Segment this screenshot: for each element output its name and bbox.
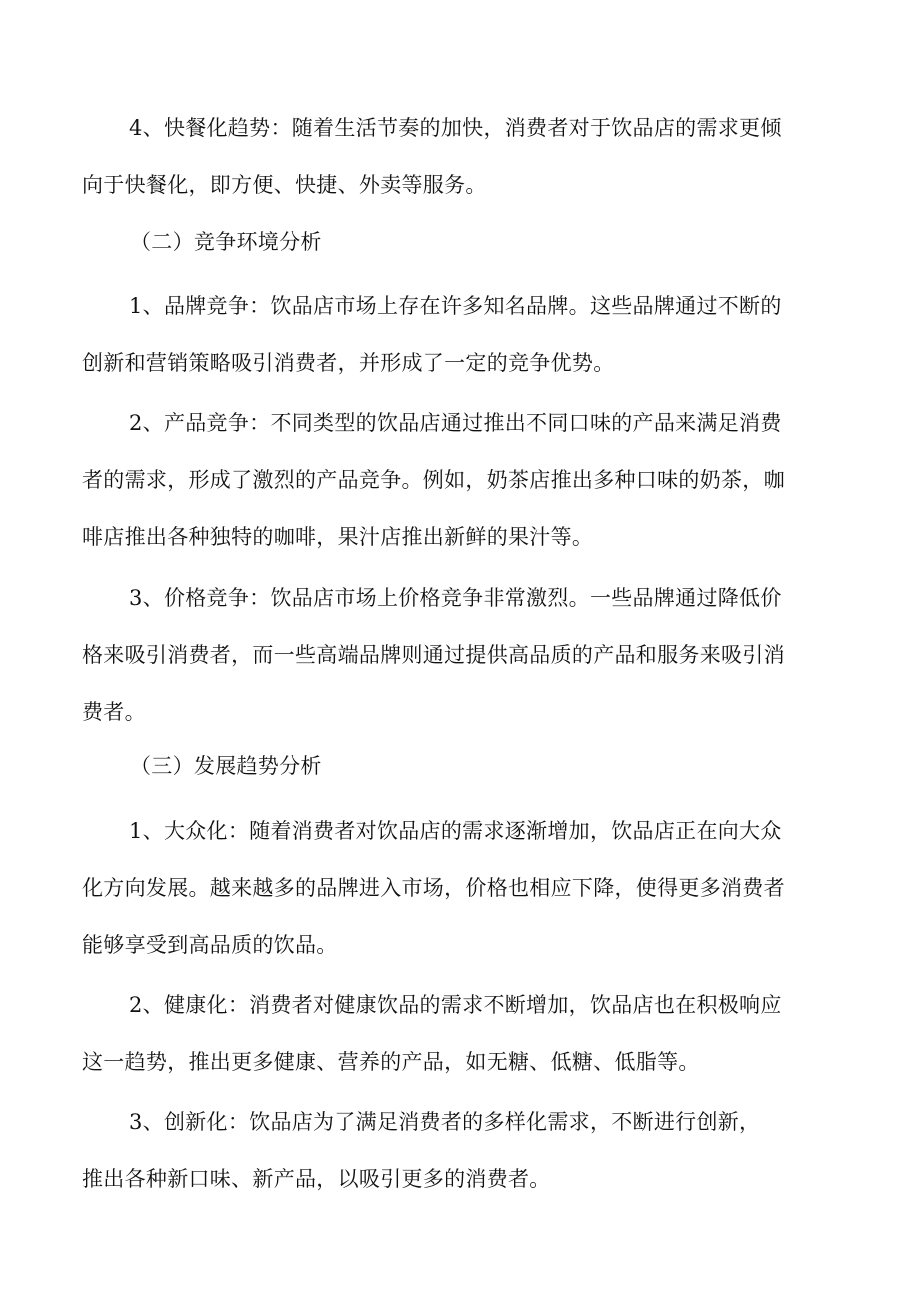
paragraph-health: [82, 977, 842, 1091]
paragraph-line: 啡店推出各种独特的咖啡，果汁店推出新鲜的果汁等。: [82, 525, 594, 549]
paragraph-line: 格来吸引消费者，而一些高端品牌则通过提供高品质的产品和服务来吸引消: [82, 643, 785, 667]
paragraph-line: 2、健康化：消费者对健康饮品的需求不断增加，饮品店也在积极响应: [129, 993, 782, 1017]
paragraph-line: 3、创新化：饮品店为了满足消费者的多样化需求，不断进行创新，: [129, 1110, 761, 1134]
paragraph-line: 创新和营销策略吸引消费者，并形成了一定的竞争优势。: [82, 351, 615, 375]
paragraph-line: 1、品牌竞争：饮品店市场上存在许多知名品牌。这些品牌通过不断的: [129, 294, 782, 318]
paragraph-product-competition: [82, 395, 842, 566]
paragraph-popularization: [82, 803, 842, 974]
paragraph-line: 2、产品竞争：不同类型的饮品店通过推出不同口味的产品来满足消费: [129, 411, 782, 435]
paragraph-line: 1、大众化：随着消费者对饮品店的需求逐渐增加，饮品店正在向大众: [129, 819, 782, 843]
section-heading-competition: （二）竞争环境分析: [130, 230, 322, 254]
paragraph-line: 向于快餐化，即方便、快捷、外卖等服务。: [82, 173, 487, 197]
paragraph-line: 4、快餐化趋势：随着生活节奏的加快，消费者对于饮品店的需求更倾: [129, 116, 782, 140]
paragraph-fast-food-trend: [82, 100, 842, 214]
paragraph-line: 费者。: [82, 700, 146, 724]
paragraph-price-competition: [82, 570, 842, 741]
paragraph-line: 3、价格竞争：饮品店市场上价格竞争非常激烈。一些品牌通过降低价: [129, 586, 782, 610]
paragraph-line: 化方向发展。越来越多的品牌进入市场，价格也相应下降，使得更多消费者: [82, 876, 785, 900]
paragraph-innovation: [82, 1094, 842, 1208]
section-heading-trends: （三）发展趋势分析: [130, 754, 322, 778]
paragraph-line: 能够享受到高品质的饮品。: [82, 933, 338, 957]
paragraph-brand-competition: [82, 278, 842, 392]
paragraph-line: 这一趋势，推出更多健康、营养的产品，如无糖、低糖、低脂等。: [82, 1050, 700, 1074]
paragraph-line: 推出各种新口味、新产品，以吸引更多的消费者。: [82, 1167, 551, 1191]
paragraph-line: 者的需求，形成了激烈的产品竞争。例如，奶茶店推出多种口味的奶茶，咖: [82, 468, 785, 492]
